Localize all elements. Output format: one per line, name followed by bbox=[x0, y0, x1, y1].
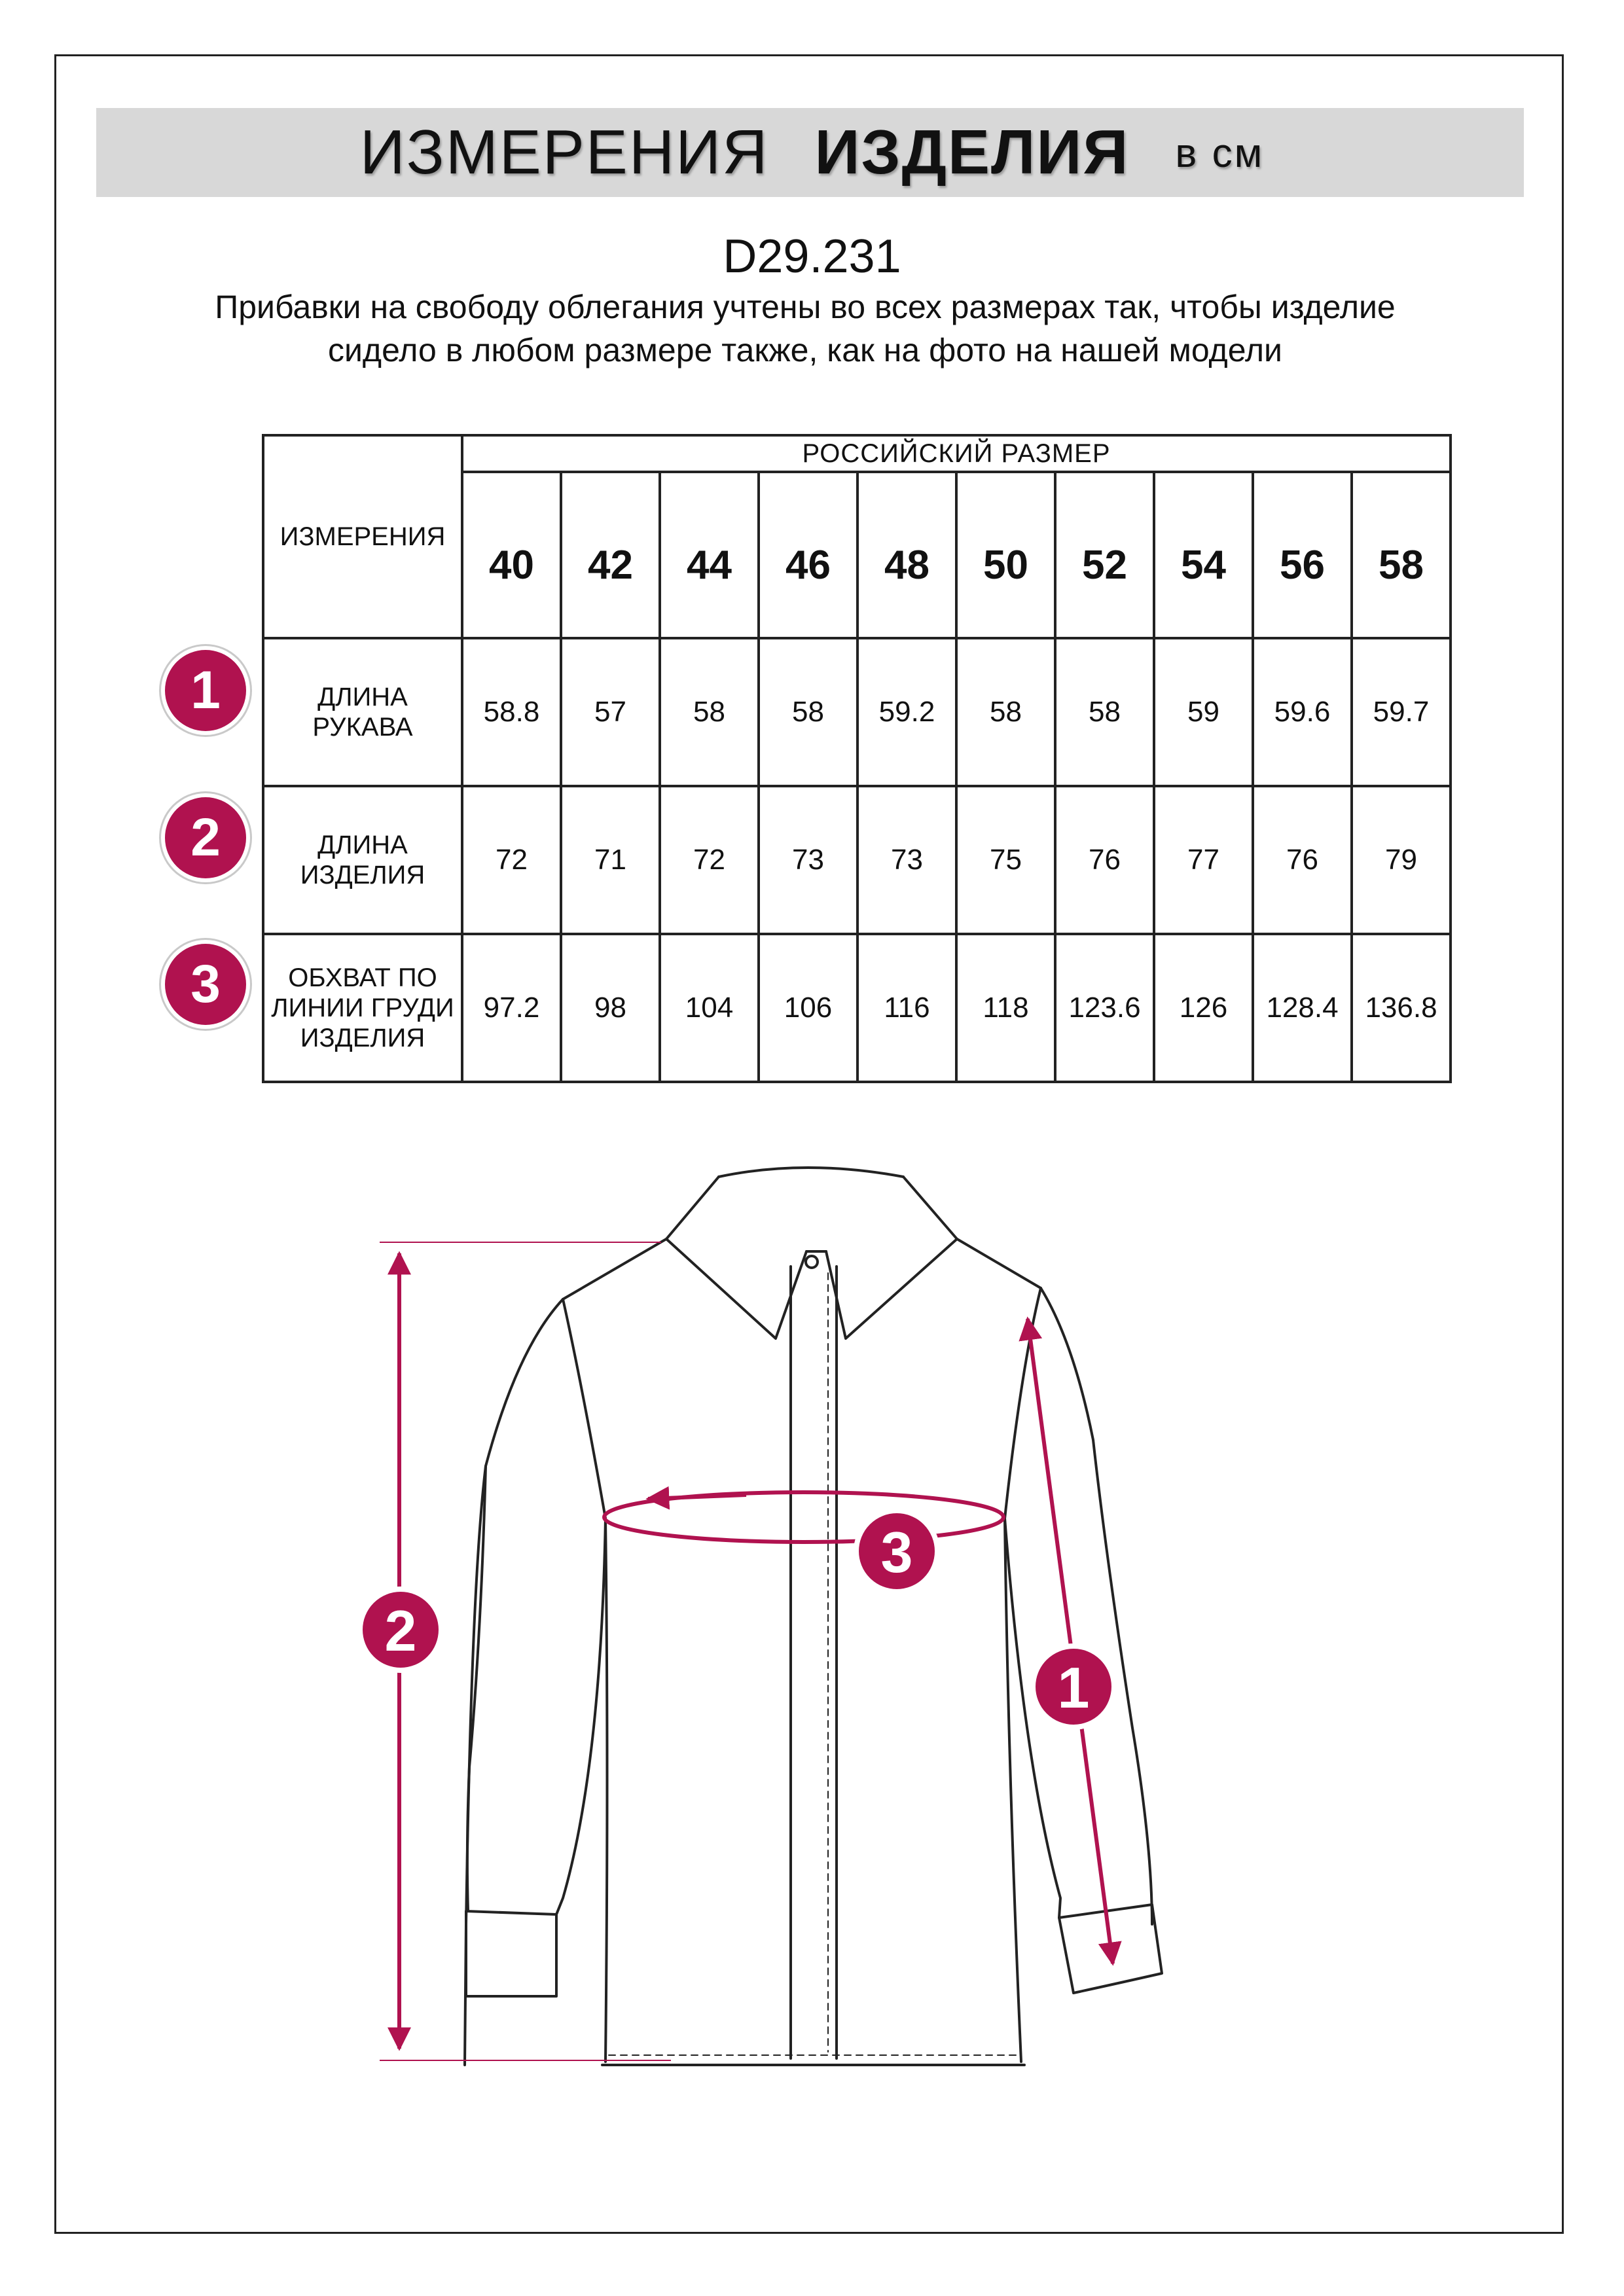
row-label: ОБХВАТ ПО ЛИНИИ ГРУДИ ИЗДЕЛИЯ bbox=[263, 934, 462, 1082]
size-table bbox=[262, 434, 1452, 1083]
value-cell: 128.4 bbox=[1253, 934, 1352, 1082]
value-cell: 126 bbox=[1154, 934, 1253, 1082]
value-cell: 76 bbox=[1253, 786, 1352, 934]
value-cell: 58.8 bbox=[462, 638, 561, 786]
value-cell: 59.2 bbox=[857, 638, 956, 786]
size-header-cell: 56 bbox=[1253, 472, 1352, 638]
article-number: D29.231 bbox=[723, 230, 901, 283]
table-row-garment-length bbox=[263, 786, 1451, 934]
value-cell: 59 bbox=[1154, 638, 1253, 786]
value-cell: 58 bbox=[759, 638, 857, 786]
value-cell: 136.8 bbox=[1352, 934, 1451, 1082]
title-unit: в см bbox=[1175, 131, 1265, 176]
value-cell: 59.6 bbox=[1253, 638, 1352, 786]
value-cell: 76 bbox=[1055, 786, 1154, 934]
size-system-header: РОССИЙСКИЙ РАЗМЕР bbox=[462, 435, 1451, 472]
sleeve-badge bbox=[1033, 1646, 1114, 1727]
size-header-cell: 42 bbox=[561, 472, 660, 638]
value-cell: 73 bbox=[857, 786, 956, 934]
value-cell: 79 bbox=[1352, 786, 1451, 934]
value-cell: 58 bbox=[660, 638, 759, 786]
value-cell: 75 bbox=[956, 786, 1055, 934]
shirt-outline bbox=[465, 1168, 1162, 2065]
title-part-1: ИЗМЕРЕНИЯ bbox=[359, 117, 769, 187]
size-header-cell: 54 bbox=[1154, 472, 1253, 638]
size-header-cell: 52 bbox=[1055, 472, 1154, 638]
shirt-diagram bbox=[0, 1080, 1624, 2160]
fit-note: Прибавки на свободу облегания учтены во всех размерах так, чтобы изделие сидело в любом размере также, как на фото на нашей модели bbox=[215, 289, 1396, 368]
value-cell: 118 bbox=[956, 934, 1055, 1082]
size-header-cell: 50 bbox=[956, 472, 1055, 638]
size-header-cell: 58 bbox=[1352, 472, 1451, 638]
row-badge-3: 3 bbox=[165, 944, 246, 1025]
size-header-cell: 46 bbox=[759, 472, 857, 638]
value-cell: 57 bbox=[561, 638, 660, 786]
row-label: ДЛИНА РУКАВА bbox=[263, 638, 462, 786]
table-row-sleeve-length bbox=[263, 638, 1451, 786]
size-header-cell: 44 bbox=[660, 472, 759, 638]
title-part-2: ИЗДЕЛИЯ bbox=[814, 117, 1130, 187]
value-cell: 58 bbox=[1055, 638, 1154, 786]
value-cell: 59.7 bbox=[1352, 638, 1451, 786]
value-cell: 123.6 bbox=[1055, 934, 1154, 1082]
value-cell: 71 bbox=[561, 786, 660, 934]
size-header-cell: 48 bbox=[857, 472, 956, 638]
value-cell: 73 bbox=[759, 786, 857, 934]
row-label: ДЛИНА ИЗДЕЛИЯ bbox=[263, 786, 462, 934]
sleeve-label: 1 bbox=[1057, 1655, 1090, 1720]
table-row-chest-girth bbox=[263, 934, 1451, 1082]
button-icon bbox=[806, 1256, 818, 1268]
value-cell: 72 bbox=[660, 786, 759, 934]
value-cell: 77 bbox=[1154, 786, 1253, 934]
chest-badge bbox=[856, 1511, 937, 1592]
value-cell: 97.2 bbox=[462, 934, 561, 1082]
row-badge-1: 1 bbox=[165, 650, 246, 731]
value-cell: 98 bbox=[561, 934, 660, 1082]
length-badge bbox=[360, 1589, 441, 1670]
length-label: 2 bbox=[384, 1598, 417, 1663]
sleeve-measurement bbox=[1028, 1319, 1113, 1964]
value-cell: 104 bbox=[660, 934, 759, 1082]
row-badge-2: 2 bbox=[165, 797, 246, 878]
page-title bbox=[0, 117, 1624, 190]
size-header-cell: 40 bbox=[462, 472, 561, 638]
value-cell: 116 bbox=[857, 934, 956, 1082]
chest-measurement bbox=[604, 1492, 1003, 1542]
value-cell: 106 bbox=[759, 934, 857, 1082]
measurements-header: ИЗМЕРЕНИЯ bbox=[263, 435, 462, 638]
value-cell: 72 bbox=[462, 786, 561, 934]
chest-label: 3 bbox=[880, 1520, 913, 1585]
value-cell: 58 bbox=[956, 638, 1055, 786]
